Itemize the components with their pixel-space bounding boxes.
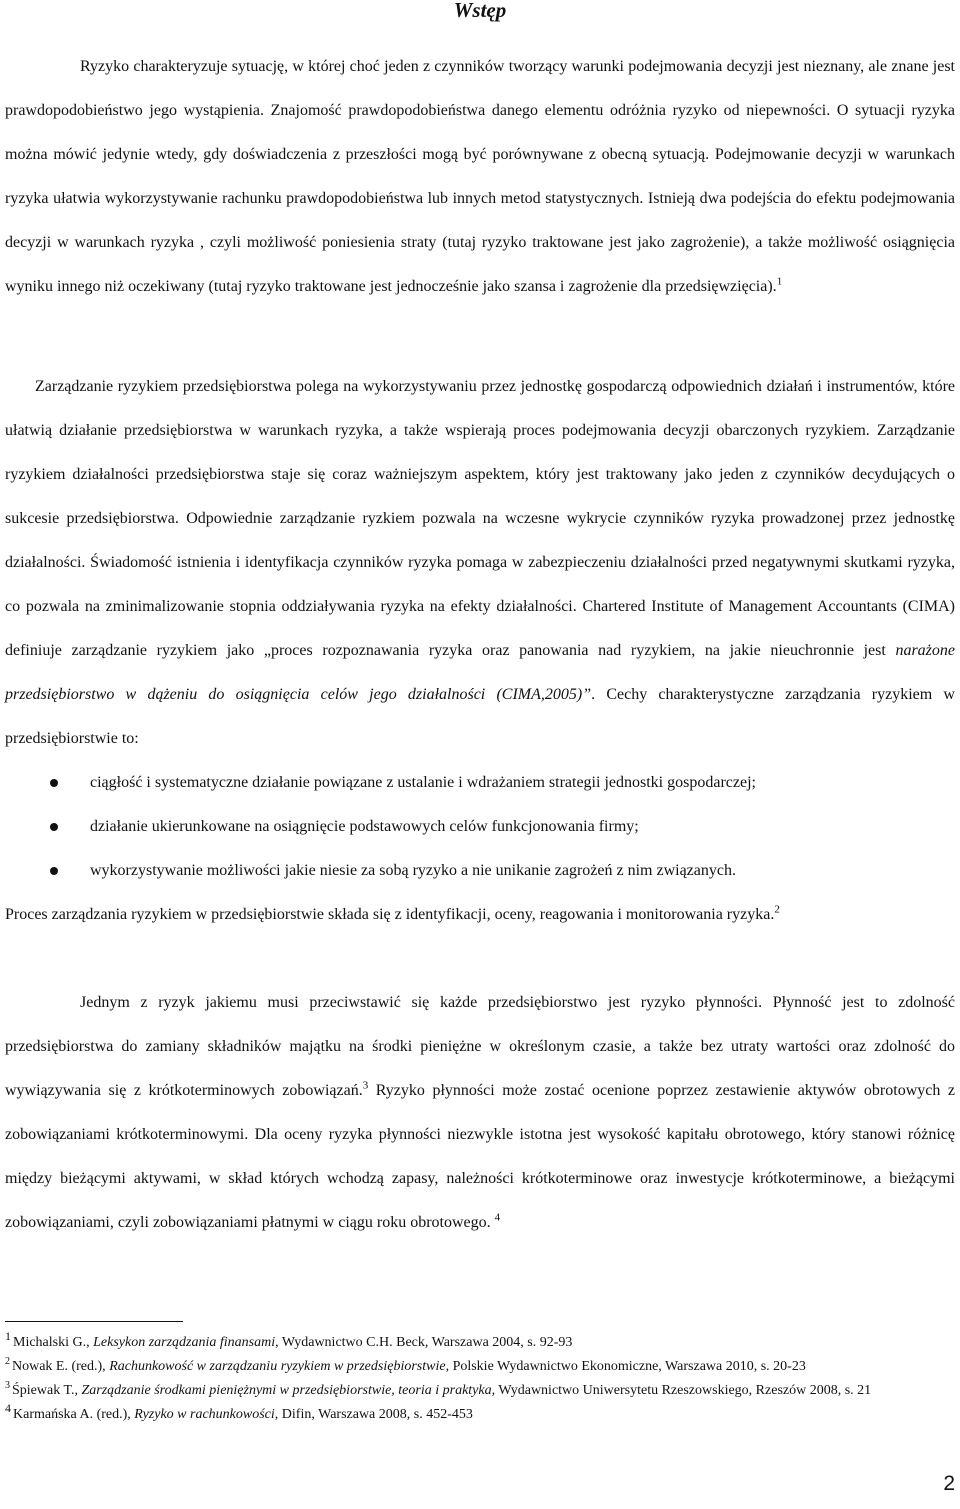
footnote-publisher: , Polskie Wydawnictwo Ekonomiczne, Warszawa 2010, s. 20-23 bbox=[445, 1359, 806, 1374]
paragraph-liquidity-risk bbox=[5, 981, 955, 1245]
paragraph-liquidity-part-1: Jednym z ryzyk jakiemu musi przeciwstawić się każde przedsiębiorstwo jest ryzyko płynności. Płynność jest to zdolność przedsiębiorstwa do zamiany składników majątku na środki pieniężne w określonym czasie, a także bez utraty wartości oraz zdolność do wywiązywania się z krótkoterminowych zobowiązań. bbox=[5, 994, 955, 1099]
list-item-text: działanie ukierunkowane na osiągnięcie podstawowych celów funkcjonowania firmy; bbox=[90, 818, 639, 835]
footnote-title: Leksykon zarządzania finansami bbox=[93, 1335, 276, 1350]
footnotes bbox=[5, 1329, 945, 1429]
list-item bbox=[5, 805, 955, 849]
bullet-icon bbox=[50, 823, 58, 831]
footnote-number: 1 bbox=[5, 1329, 11, 1344]
paragraph-intro-text: Ryzyko charakteryzuje sytuację, w której choć jeden z czynników tworzący warunki podejmowania decyzji jest nieznany, ale znane jest prawdopodobieństwo jego wystąpienia. Znajomość prawdopodobieństwa danego elementu odróżnia ryzyko od niepewności. O sytuacji ryzyka można mówić jedynie wtedy, gdy doświadczenia z przeszłości mogą być porównywane z obecną sytuacją. Podejmowanie decyzji w warunkach ryzyka ułatwia wykorzystywanie rachunku prawdopodobieństwa lub innych metod statystycznych. Istnieją dwa podejścia do efektu podejmowania decyzji w warunkach ryzyka , czyli możliwość poniesienia straty (tutaj ryzyko traktowane jest jako zagrożenie), a także możliwość osiągnięcia wyniku innego niż oczekiwany (tutaj ryzyko traktowane jest jednocześnie jako szansa i zagrożenie dla przedsięwzięcia). bbox=[5, 58, 955, 295]
footnote-number: 2 bbox=[5, 1356, 10, 1368]
footnote-3 bbox=[5, 1381, 945, 1400]
footnote-ref-2[interactable]: 2 bbox=[774, 903, 780, 916]
page-title: Wstęp bbox=[453, 0, 507, 22]
footnote-number: 4 bbox=[5, 1401, 11, 1416]
bullet-icon bbox=[50, 779, 58, 787]
paragraph-intro bbox=[5, 45, 955, 309]
footnote-publisher: Wydawnictwo Uniwersytetu Rzeszowskiego, Rzeszów 2008, s. 21 bbox=[495, 1383, 872, 1398]
footnote-author: Nowak E. (red.), bbox=[12, 1359, 110, 1374]
list-item bbox=[5, 761, 955, 805]
footnote-author: Karmańska A. (red.), bbox=[13, 1407, 135, 1422]
footnote-1 bbox=[5, 1329, 945, 1352]
footnote-2 bbox=[5, 1357, 945, 1376]
footnote-ref-1[interactable]: 1 bbox=[776, 275, 783, 288]
list-item bbox=[5, 849, 955, 893]
characteristics-list bbox=[5, 761, 955, 893]
paragraph-risk-management-tail: . Cechy charakterystyczne zarządzania ryzykiem w przedsiębiorstwie to: bbox=[5, 686, 955, 747]
footnote-4 bbox=[5, 1401, 945, 1424]
cima-quote-part-1: „proces rozpoznawania ryzyka oraz panowania nad ryzykiem, na jakie nieuchronnie jest bbox=[263, 642, 896, 659]
cima-quote-part-2: narażone przedsiębiorstwo w dążeniu do osiągnięcia celów jego działalności (CIMA,2005)” bbox=[5, 642, 955, 703]
list-item-text: wykorzystywanie możliwości jakie niesie za sobą ryzyko a nie unikanie zagrożeń z nim związanych. bbox=[90, 862, 736, 879]
footnote-publisher: , Wydawnictwo C.H. Beck, Warszawa 2004, s. 92-93 bbox=[275, 1335, 573, 1350]
footnote-ref-3[interactable]: 3 bbox=[362, 1079, 369, 1092]
footnote-title: Zarządzanie środkami pieniężnymi w przedsiębiorstwie, teoria i praktyka, bbox=[81, 1383, 496, 1398]
page-number: 2 bbox=[943, 1472, 955, 1495]
footnote-ref-4[interactable]: 4 bbox=[494, 1211, 501, 1224]
footnote-separator bbox=[5, 1321, 183, 1322]
footnote-publisher: , Difin, Warszawa 2008, s. 452-453 bbox=[274, 1407, 473, 1422]
list-item-text: ciągłość i systematyczne działanie powiązane z ustalanie i wdrażaniem strategii jednostki gospodarczej; bbox=[90, 774, 756, 791]
footnote-title: Ryzyko w rachunkowości bbox=[134, 1407, 275, 1422]
footnote-author: Michalski G., bbox=[13, 1335, 94, 1350]
paragraph-risk-management bbox=[5, 365, 955, 937]
footnote-number: 3 bbox=[5, 1380, 10, 1392]
paragraph-risk-management-lead: Zarządzanie ryzykiem przedsiębiorstwa polega na wykorzystywaniu przez jednostkę gospodarczą odpowiednich działań i instrumentów, które ułatwią działanie przedsiębiorstwa w warunkach ryzyka, a także wspierają proces podejmowania decyzji obarczonych ryzykiem. Zarządzanie ryzykiem działalności przedsiębiorstwa staje się coraz ważniejszym aspektem, który jest traktowany jako jeden z czynników decydujących o sukcesie przedsiębiorstwa. Odpowiednie zarządzanie ryzkiem pozwala na wczesne wykrycie czynników ryzyka prowadzonej przez jednostkę działalności. Świadomość istnienia i identyfikacja czynników ryzyka pomaga w zabezpieczeniu działalności przed negatywnymi skutkami ryzyka, co pozwala na zminimalizowanie stopnia oddziaływania ryzyka na efekty działalności. Chartered Institute of Management Accountants (CIMA) definiuje zarządzanie ryzykiem jako bbox=[5, 378, 955, 659]
footnote-author: Śpiewak T., bbox=[12, 1383, 82, 1398]
footnote-title: Rachunkowość w zarządzaniu ryzykiem w przedsiębiorstwie bbox=[109, 1359, 446, 1374]
paragraph-liquidity-part-2: Ryzyko płynności może zostać ocenione poprzez zestawienie aktywów obrotowych z zobowiązaniami krótkoterminowymi. Dla oceny ryzyka płynności niezwykle istotna jest wysokość kapitału obrotowego, który stanowi różnicę między bieżącymi aktywami, w skład których wchodzą zapasy, należności krótkoterminowe oraz inwestycje krótkoterminowe, a bieżącymi zobowiązaniami, czyli zobowiązaniami płatnymi w ciągu roku obrotowego. bbox=[5, 1082, 956, 1231]
process-summary-text: Proces zarządzania ryzykiem w przedsiębiorstwie składa się z identyfikacji, oceny, reagowania i monitorowania ryzyka. bbox=[5, 906, 775, 923]
bullet-icon bbox=[50, 867, 58, 875]
